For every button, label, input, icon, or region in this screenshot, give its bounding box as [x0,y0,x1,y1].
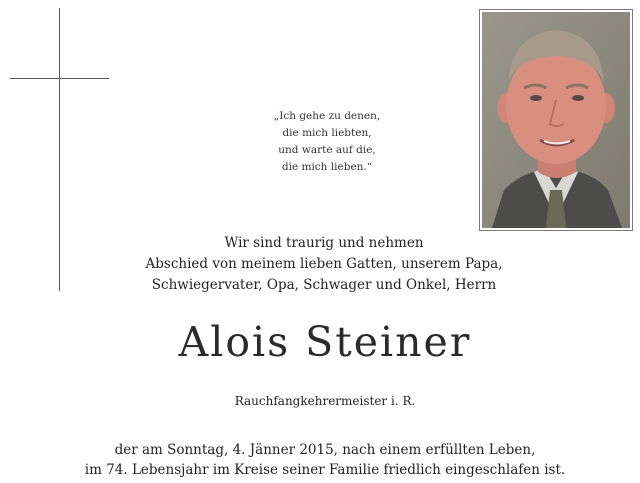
quote-line: „Ich gehe zu denen, [273,110,381,122]
cross-horizontal-bar [10,78,109,79]
intro-line: Abschied von meinem lieben Gatten, unserem Papa, [145,256,503,272]
quote-line: die mich lieben.“ [281,161,373,173]
announcement-intro [60,233,588,296]
deceased-profession: Rauchfangkehrermeister i. R. [234,394,416,408]
quote-line: die mich liebten, [282,127,372,139]
deceased-name: Alois Steiner [178,318,472,366]
portrait-photo [479,9,633,231]
quote-block [232,108,422,176]
portrait-photo-image [482,12,630,228]
intro-line: Wir sind traurig und nehmen [224,235,424,251]
intro-line: Schwiegervater, Opa, Schwager und Onkel, Herrn [151,277,497,293]
closing-line: im 74. Lebensjahr im Kreise seiner Familie friedlich eingeschlafen ist. [84,462,566,478]
closing-text [0,440,640,480]
closing-line: der am Sonntag, 4. Jänner 2015, nach einem erfüllten Leben, [114,442,536,458]
quote-line: und warte auf die, [278,144,376,156]
